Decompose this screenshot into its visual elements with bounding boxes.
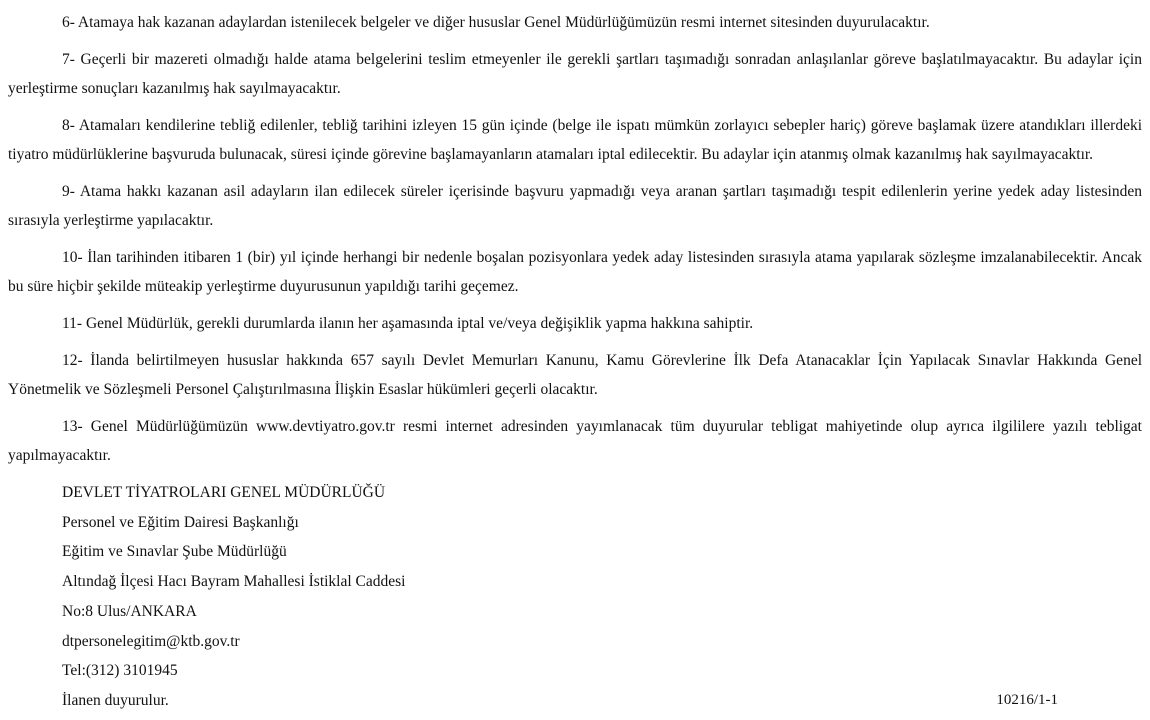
- organization-name: DEVLET TİYATROLARI GENEL MÜDÜRLÜĞÜ: [62, 484, 386, 501]
- announcement-document: [8, 8, 1142, 716]
- branch-name: Eğitim ve Sınavlar Şube Müdürlüğü: [62, 543, 287, 561]
- paragraph-item-12: 12- İlanda belirtilmeyen hususlar hakkında 657 sayılı Devlet Memurları Kanunu, Kamu Görevlerine İlk Defa Atanacaklar İçin Yapılacak Sınavlar Hakkında Genel Yönetmelik ve Sözleşmeli Personel Çalıştırılmasına İlişkin Esaslar hükümleri geçerli olacaktır.: [8, 352, 1142, 398]
- department-name: Personel ve Eğitim Dairesi Başkanlığı: [62, 513, 299, 531]
- paragraph-item-7: 7- Geçerli bir mazereti olmadığı halde atama belgelerini teslim etmeyenler ile gerekli şartları taşımadığı sonradan anlaşılanlar göreve başlatılmayacaktır. Bu adaylar için yerleştirme sonuçları kazanılmış hak sayılmayacaktır.: [8, 51, 1142, 97]
- paragraph-item-6: 6- Atamaya hak kazanan adaylardan istenilecek belgeler ve diğer hususlar Genel Müdürlüğümüzün resmi internet sitesinden duyurulacaktır.: [62, 14, 930, 31]
- paragraph-item-13: 13- Genel Müdürlüğümüzün www.devtiyatro.gov.tr resmi internet adresinden yayımlanacak tüm duyurular tebligat mahiyetinde olup ayrıca ilgililere yazılı tebligat yapılmayacaktır.: [8, 418, 1142, 464]
- address-line-1: Altındağ İlçesi Hacı Bayram Mahallesi İstiklal Caddesi: [62, 573, 406, 591]
- email-address: dtpersonelegitim@ktb.gov.tr: [62, 632, 240, 650]
- closing-statement: İlanen duyurulur.: [62, 691, 169, 709]
- paragraph-item-8: 8- Atamaları kendilerine tebliğ edilenler, tebliğ tarihini izleyen 15 gün içinde (belge ile ispatı mümkün zorlayıcı sebepler hariç) göreve başlamak üzere atandıkları illerdeki tiyatro müdürlüklerine başvuruda bulunacak, süresi içinde görevine başlamayanların atamaları iptal edilecektir. Bu adaylar için atanmış olmak kazanılmış hak sayılmayacaktır.: [8, 117, 1142, 163]
- phone-number: Tel:(312) 3101945: [62, 662, 178, 680]
- address-line-2: No:8 Ulus/ANKARA: [62, 602, 197, 620]
- paragraph-item-10: 10- İlan tarihinden itibaren 1 (bir) yıl içinde herhangi bir nedenle boşalan pozisyonlara yedek aday listesinden sırasıyla atama yapılarak sözleşme imzalanabilecektir. Ancak bu süre hiçbir şekilde müteakip yerleştirme duyurusunun yapıldığı tarihi geçemez.: [8, 249, 1142, 295]
- paragraph-item-9: 9- Atama hakkı kazanan asil adayların ilan edilecek süreler içerisinde başvuru yapmadığı veya aranan şartları taşımadığı tespit edilenlerin yerine yedek aday listesinden sırasıyla yerleştirme yapılacaktır.: [8, 183, 1142, 229]
- paragraph-item-11: 11- Genel Müdürlük, gerekli durumlarda ilanın her aşamasında iptal ve/veya değişiklik yapma hakkına sahiptir.: [62, 315, 754, 332]
- reference-number: 10216/1-1: [996, 692, 1058, 708]
- contact-block: [8, 478, 1142, 716]
